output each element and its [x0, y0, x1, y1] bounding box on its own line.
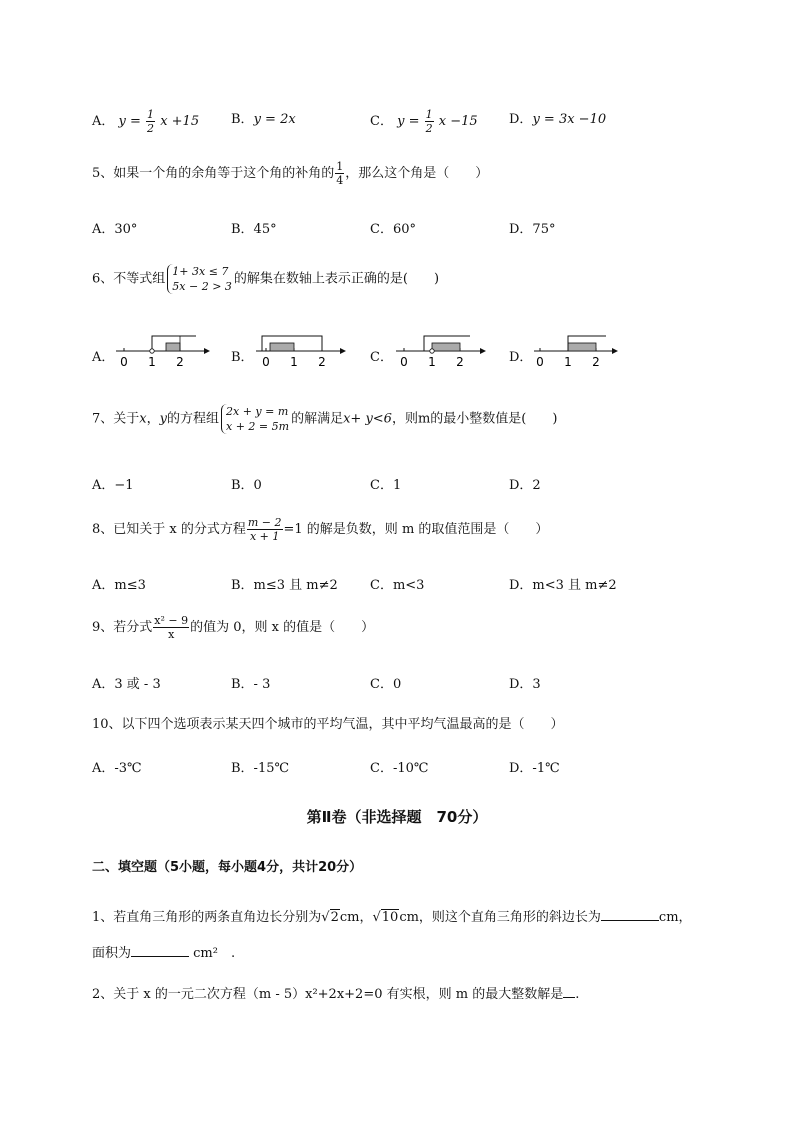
question-10: 10、以下四个选项表示某天四个城市的平均气温，其中平均气温最高的是（ ） — [92, 717, 564, 732]
q6-label-c: C． — [370, 350, 393, 365]
q6-label-d: D． — [509, 350, 533, 365]
q6-numberline-b — [252, 330, 352, 370]
q5-option-d: D．75° — [509, 222, 556, 237]
q9-option-d: D．3 — [509, 677, 541, 692]
fill-question-1: 1、若直角三角形的两条直角边长分别为√2cm，√10cm，则这个直角三角形的斜边长为 cm， — [92, 910, 692, 925]
q6-label-a: A． — [92, 350, 115, 365]
q4-option-b: B．y = 2x — [231, 112, 296, 127]
q9-option-b: B．- 3 — [231, 677, 271, 692]
question-9: 9、若分式 $\frac{\text{x² − 9}}{x}$ 的值为 0，则 x 的值是（ ） — [92, 614, 375, 641]
tick-0: 0 — [262, 355, 270, 369]
q5-option-c: C．60° — [370, 222, 416, 237]
tick-1: 1 — [148, 355, 156, 369]
fill-question-1-line2: 面积为 cm² . — [92, 946, 236, 961]
q8-option-b: B．m≤3 且 m≠2 — [231, 578, 338, 593]
q9-option-c: C．0 — [370, 677, 402, 692]
answer-blank-hypotenuse[interactable] — [601, 908, 659, 921]
q8-option-c: C．m<3 — [370, 578, 425, 593]
tick-0: 0 — [400, 355, 408, 369]
tick-2: 2 — [176, 355, 184, 369]
q7-option-c: C．1 — [370, 478, 402, 493]
tick-1: 1 — [428, 355, 436, 369]
q10-option-a: A．-3℃ — [92, 761, 142, 776]
q5-option-b: B．45° — [231, 222, 277, 237]
question-5: 5、如果一个角的余角等于这个角的补角的 $\frac{1}{4}$ ，那么这个角是（ ） — [92, 160, 489, 187]
fill-question-2: 2、关于 x 的一元二次方程（m - 5）x²+2x+2=0 有实根，则 m 的最大整数解是 . — [92, 987, 580, 1002]
answer-blank-area[interactable] — [131, 944, 189, 957]
question-6: 6、不等式组 1+ 3x ≤ 7 5x − 2 > 3 的解集在数轴上表示正确的是( ) — [92, 265, 440, 293]
q8-option-a: A．m≤3 — [92, 578, 146, 593]
q8-option-d: D．m<3 且 m≠2 — [509, 578, 617, 593]
q9-option-a: A．3 或 - 3 — [92, 677, 161, 692]
q10-option-d: D．-1℃ — [509, 761, 560, 776]
part2-title: 第Ⅱ卷（非选择题 70分） — [306, 808, 488, 826]
answer-blank-max-m[interactable] — [563, 985, 575, 998]
tick-1: 1 — [564, 355, 572, 369]
tick-1: 1 — [290, 355, 298, 369]
question-8: 8、已知关于 x 的分式方程 $\frac{m - 2}{x + 1}$ =1 的解是负数，则 m 的取值范围是（ ） — [92, 516, 549, 543]
tick-2: 2 — [318, 355, 326, 369]
q7-option-d: D．2 — [509, 478, 541, 493]
q7-option-b: B．0 — [231, 478, 262, 493]
q4-option-a: A． y = $\frac{1}{2}$ x +15 — [92, 108, 200, 135]
q4-option-c: C． y = $\frac{1}{2}$ x −15 — [370, 108, 478, 135]
tick-2: 2 — [592, 355, 600, 369]
q10-option-c: C．-10℃ — [370, 761, 429, 776]
q6-numberline-c — [392, 330, 492, 370]
q6-label-b: B． — [231, 350, 254, 365]
section-heading: 二、填空题（5小题，每小题4分，共计20分） — [92, 860, 363, 875]
q4-option-d: D．y = 3x −10 — [509, 112, 607, 127]
q5-option-a: A．30° — [92, 222, 138, 237]
tick-0: 0 — [120, 355, 128, 369]
q6-numberline-d — [530, 330, 630, 370]
question-7: 7、关于x，y的方程组 2x + y = m x + 2 = 5m 的解满足x+ y<6，则m的最小整数值是( ) — [92, 405, 558, 433]
q10-option-b: B．-15℃ — [231, 761, 290, 776]
tick-0: 0 — [536, 355, 544, 369]
q6-numberline-a — [112, 330, 212, 370]
q7-option-a: A．−1 — [92, 478, 134, 493]
tick-2: 2 — [456, 355, 464, 369]
